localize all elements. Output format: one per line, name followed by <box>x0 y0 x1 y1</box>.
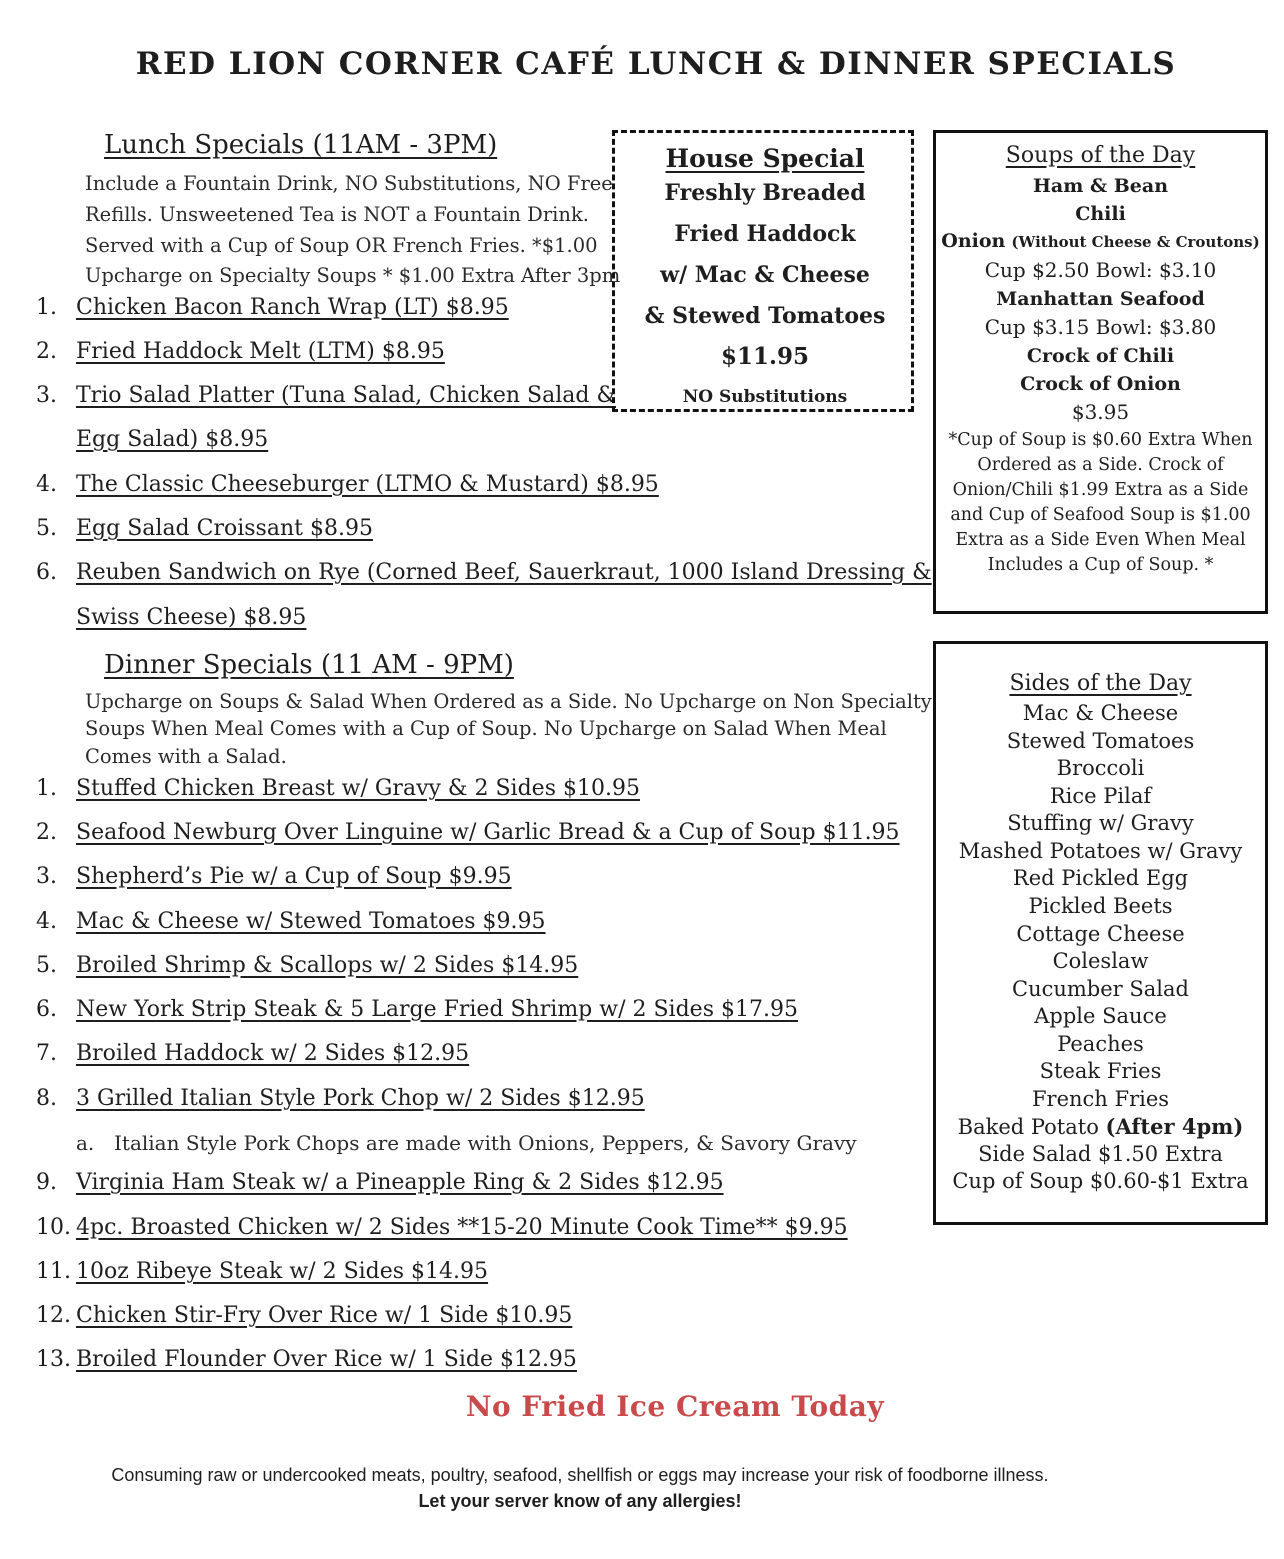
lunch-note-line: Include a Fountain Drink, NO Substitutions, NO Free <box>85 172 613 195</box>
lunch-note-line: Upcharge on Specialty Soups * $1.00 Extra After 3pm <box>85 264 621 288</box>
side-item: Stuffing w/ Gravy <box>1007 811 1194 835</box>
dinner-heading: Dinner Specials (11 AM - 9PM) <box>104 650 514 680</box>
soups-note-line: Extra as a Side Even When Meal <box>955 530 1246 550</box>
item-number: 6. <box>36 560 57 585</box>
side-item: Red Pickled Egg <box>1012 866 1189 890</box>
item-number: 2. <box>36 339 57 364</box>
soups-note-line: and Cup of Seafood Soup is $1.00 <box>950 505 1251 525</box>
item-label: Mac & Cheese w/ Stewed Tomatoes $9.95 <box>76 909 546 934</box>
allergy-notice: Let your server know of any allergies! <box>418 1491 742 1511</box>
side-item: Cucumber Salad <box>1012 977 1189 1001</box>
dinner-note <box>85 688 932 770</box>
side-salad: Side Salad $1.50 Extra <box>978 1142 1223 1166</box>
soups-note-line: Ordered as a Side. Crock of <box>977 455 1224 475</box>
baked-potato-time: (After 4pm) <box>1105 1114 1244 1139</box>
item-number: 5. <box>36 953 57 978</box>
house-special-line: Fried Haddock <box>674 221 856 247</box>
pork-chop-note-letter: a. <box>76 1131 95 1155</box>
no-ice-cream-notice: No Fried Ice Cream Today <box>465 1390 885 1423</box>
item-number: 1. <box>36 295 57 320</box>
lunch-note <box>85 169 620 292</box>
page-title: RED LION CORNER CAFÉ LUNCH & DINNER SPECIALS <box>135 46 1177 82</box>
side-item: Steak Fries <box>1039 1059 1162 1083</box>
house-special-note: NO Substitutions <box>682 387 848 407</box>
soup-onion-detail: (Without Cheese & Croutons) <box>1011 233 1260 251</box>
item-number: 4. <box>36 472 57 497</box>
item-number: 5. <box>36 516 57 541</box>
soup-item: Ham & Bean <box>1032 175 1169 197</box>
item-label: Seafood Newburg Over Linguine w/ Garlic Bread & a Cup of Soup $11.95 <box>76 820 900 845</box>
item-label: New York Strip Steak & 5 Large Fried Shrimp w/ 2 Sides $17.95 <box>76 997 798 1022</box>
soup-item: Crock of Onion <box>1020 373 1181 395</box>
item-label: 10oz Ribeye Steak w/ 2 Sides $14.95 <box>76 1259 489 1284</box>
house-special-line: Freshly Breaded <box>664 180 866 206</box>
house-special-line: w/ Mac & Cheese <box>660 262 870 288</box>
item-label: Stuffed Chicken Breast w/ Gravy & 2 Sides $10.95 <box>76 776 640 801</box>
side-item: Stewed Tomatoes <box>1006 729 1195 753</box>
item-label: Shepherd’s Pie w/ a Cup of Soup $9.95 <box>76 864 512 889</box>
item-label-continued: Egg Salad) $8.95 <box>76 427 269 452</box>
item-label: Broiled Haddock w/ 2 Sides $12.95 <box>76 1041 470 1066</box>
house-special-line: & Stewed Tomatoes <box>644 303 886 329</box>
side-item: Apple Sauce <box>1034 1004 1167 1028</box>
item-label: Broiled Shrimp & Scallops w/ 2 Sides $14.95 <box>76 953 579 978</box>
item-number: 3. <box>36 864 57 889</box>
side-item: Peaches <box>1057 1032 1144 1056</box>
item-label: The Classic Cheeseburger (LTMO & Mustard) $8.95 <box>76 472 659 497</box>
dinner-note-line: Upcharge on Soups & Salad When Ordered as a Side. No Upcharge on Non Specialty <box>85 690 932 713</box>
soup-item: Manhattan Seafood <box>996 288 1205 310</box>
item-label: Chicken Bacon Ranch Wrap (LT) $8.95 <box>76 295 509 320</box>
item-number: 13. <box>36 1347 71 1372</box>
soups-note-line: Onion/Chili $1.99 Extra as a Side <box>952 480 1249 500</box>
item-number: 8. <box>36 1086 57 1111</box>
item-label-continued: Swiss Cheese) $8.95 <box>76 605 307 630</box>
item-label: Broiled Flounder Over Rice w/ 1 Side $12.95 <box>76 1347 577 1372</box>
item-number: 7. <box>36 1041 57 1066</box>
side-item: Pickled Beets <box>1028 894 1173 918</box>
item-number: 2. <box>36 820 57 845</box>
soup-price: Cup $2.50 Bowl: $3.10 <box>984 258 1217 282</box>
item-number: 6. <box>36 997 57 1022</box>
item-label: Fried Haddock Melt (LTM) $8.95 <box>76 339 445 364</box>
item-number: 10. <box>36 1215 71 1240</box>
item-number: 9. <box>36 1170 57 1195</box>
lunch-heading: Lunch Specials (11AM - 3PM) <box>104 130 498 160</box>
side-item: French Fries <box>1031 1087 1170 1111</box>
item-label: Egg Salad Croissant $8.95 <box>76 516 373 541</box>
item-label: Reuben Sandwich on Rye (Corned Beef, Sauerkraut, 1000 Island Dressing & <box>76 560 932 585</box>
lunch-note-line: Served with a Cup of Soup OR French Fries. *$1.00 <box>85 233 598 257</box>
item-label: Chicken Stir-Fry Over Rice w/ 1 Side $10.95 <box>76 1303 573 1328</box>
soups-heading: Soups of the Day <box>1005 143 1196 168</box>
soup-item-onion <box>933 230 1268 252</box>
side-item: Cottage Cheese <box>1016 922 1185 946</box>
side-item: Coleslaw <box>1052 949 1149 973</box>
dinner-note-line: Soups When Meal Comes with a Cup of Soup. No Upcharge on Salad When Meal <box>85 717 887 741</box>
baked-potato-label: Baked Potato <box>957 1115 1099 1139</box>
item-number: 12. <box>36 1303 71 1328</box>
item-label: Virginia Ham Steak w/ a Pineapple Ring & 2 Sides $12.95 <box>76 1170 724 1195</box>
side-item: Broccoli <box>1056 756 1145 780</box>
soup-price: $3.95 <box>1071 400 1130 424</box>
sides-heading: Sides of the Day <box>1009 671 1192 696</box>
soups-note-line: *Cup of Soup is $0.60 Extra When <box>948 430 1253 450</box>
item-number: 4. <box>36 909 57 934</box>
soup-onion-name: Onion <box>941 230 1006 252</box>
house-special-heading: House Special <box>665 144 865 173</box>
pork-chop-note: Italian Style Pork Chops are made with Onions, Peppers, & Savory Gravy <box>114 1131 857 1155</box>
side-cup-soup: Cup of Soup $0.60-$1 Extra <box>952 1169 1249 1193</box>
item-label: Trio Salad Platter (Tuna Salad, Chicken Salad & <box>76 383 617 408</box>
soups-note-line: Includes a Cup of Soup. * <box>987 555 1214 575</box>
item-number: 1. <box>36 776 57 801</box>
item-number: 3. <box>36 383 57 408</box>
side-item-baked-potato <box>933 1114 1268 1139</box>
item-number: 11. <box>36 1259 71 1284</box>
side-item: Rice Pilaf <box>1049 784 1152 808</box>
item-label: 4pc. Broasted Chicken w/ 2 Sides **15-20 Minute Cook Time** $9.95 <box>76 1215 848 1240</box>
house-special-price: $11.95 <box>720 343 810 370</box>
soup-item: Chili <box>1075 203 1126 225</box>
side-item: Mashed Potatoes w/ Gravy <box>958 839 1243 863</box>
soup-item: Crock of Chili <box>1026 345 1175 367</box>
dinner-note-line: Comes with a Salad. <box>85 744 287 768</box>
lunch-note-line: Refills. Unsweetened Tea is NOT a Fountain Drink. <box>85 202 589 226</box>
soup-price: Cup $3.15 Bowl: $3.80 <box>984 315 1217 339</box>
side-item: Mac & Cheese <box>1022 701 1179 725</box>
item-label: 3 Grilled Italian Style Pork Chop w/ 2 Sides $12.95 <box>76 1086 645 1111</box>
foodborne-warning: Consuming raw or undercooked meats, poultry, seafood, shellfish or eggs may increase your risk of foodborne illness. <box>111 1465 1049 1485</box>
